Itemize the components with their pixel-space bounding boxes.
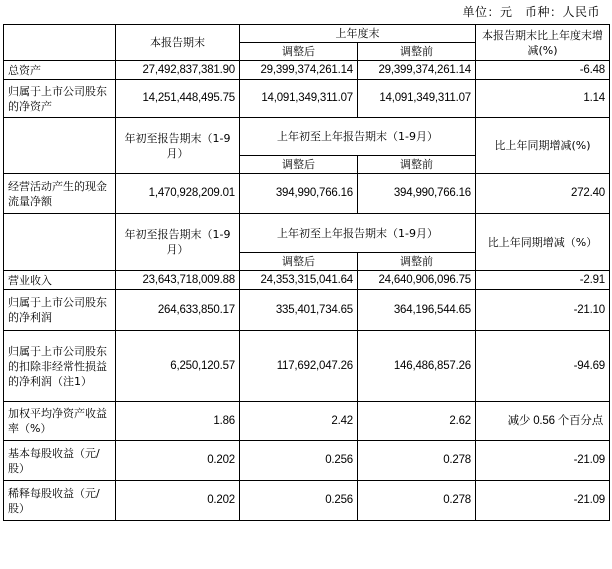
cell-change: -21.10 [476, 290, 610, 331]
header-label-cell [4, 118, 116, 174]
table-row [4, 271, 610, 290]
row-label: 加权平均净资产收益率（%） [4, 402, 116, 441]
table-row [4, 441, 610, 481]
table-header-row [4, 214, 610, 253]
cell-adjusted-before: 24,640,906,096.75 [358, 271, 476, 290]
cell-adjusted-after: 335,401,734.65 [240, 290, 358, 331]
cell-change: -6.48 [476, 61, 610, 80]
table-row [4, 402, 610, 441]
cell-change: 272.40 [476, 174, 610, 214]
cell-current: 264,633,850.17 [116, 290, 240, 331]
cell-adjusted-after: 29,399,374,261.14 [240, 61, 358, 80]
cell-adjusted-after: 0.256 [240, 481, 358, 521]
table-header-row [4, 25, 610, 43]
header-adjusted-after: 调整后 [240, 156, 358, 174]
cell-change: -21.09 [476, 481, 610, 521]
cell-adjusted-before: 2.62 [358, 402, 476, 441]
row-label: 归属于上市公司股东的扣除非经常性损益的净利润（注1） [4, 331, 116, 402]
table-row [4, 174, 610, 214]
cell-change: -2.91 [476, 271, 610, 290]
cell-adjusted-after: 14,091,349,311.07 [240, 80, 358, 118]
cell-change: -21.09 [476, 441, 610, 481]
cell-current: 1.86 [116, 402, 240, 441]
header-ytd: 年初至报告期末（1-9月） [116, 214, 240, 271]
table-header-row [4, 118, 610, 156]
cell-adjusted-before: 29,399,374,261.14 [358, 61, 476, 80]
header-adjusted-before: 调整前 [358, 43, 476, 61]
row-label: 稀释每股收益（元/股） [4, 481, 116, 521]
header-adjusted-after: 调整后 [240, 253, 358, 271]
row-label: 总资产 [4, 61, 116, 80]
row-label: 归属于上市公司股东的净资产 [4, 80, 116, 118]
header-current-period-end: 本报告期末 [116, 25, 240, 61]
cell-adjusted-after: 394,990,766.16 [240, 174, 358, 214]
cell-adjusted-before: 364,196,544.65 [358, 290, 476, 331]
header-adjusted-before: 调整前 [358, 253, 476, 271]
table-row [4, 80, 610, 118]
header-label-cell [4, 25, 116, 61]
cell-current: 14,251,448,495.75 [116, 80, 240, 118]
row-label: 基本每股收益（元/股） [4, 441, 116, 481]
financial-data-table [3, 24, 610, 521]
row-label: 营业收入 [4, 271, 116, 290]
cell-adjusted-before: 0.278 [358, 441, 476, 481]
cell-adjusted-before: 14,091,349,311.07 [358, 80, 476, 118]
table-row [4, 481, 610, 521]
cell-adjusted-after: 2.42 [240, 402, 358, 441]
cell-current: 23,643,718,009.88 [116, 271, 240, 290]
cell-current: 0.202 [116, 481, 240, 521]
cell-change: 减少 0.56 个百分点 [476, 402, 610, 441]
cell-current: 27,492,837,381.90 [116, 61, 240, 80]
header-adjusted-before: 调整前 [358, 156, 476, 174]
header-last-ytd: 上年初至上年报告期末（1-9月） [240, 214, 476, 253]
header-change: 比上年同期增减(%) [476, 118, 610, 174]
cell-current: 1,470,928,209.01 [116, 174, 240, 214]
table-row [4, 290, 610, 331]
table-row [4, 331, 610, 402]
cell-adjusted-after: 117,692,047.26 [240, 331, 358, 402]
header-label-cell [4, 214, 116, 271]
row-label: 归属于上市公司股东的净利润 [4, 290, 116, 331]
cell-adjusted-before: 394,990,766.16 [358, 174, 476, 214]
table-row [4, 61, 610, 80]
cell-adjusted-after: 24,353,315,041.64 [240, 271, 358, 290]
cell-adjusted-before: 146,486,857.26 [358, 331, 476, 402]
header-last-year-end: 上年度末 [240, 25, 476, 43]
header-adjusted-after: 调整后 [240, 43, 358, 61]
header-change-vs-last-year-end: 本报告期末比上年度末增减(%) [476, 25, 610, 61]
cell-current: 0.202 [116, 441, 240, 481]
cell-adjusted-before: 0.278 [358, 481, 476, 521]
header-ytd: 年初至报告期末（1-9月） [116, 118, 240, 174]
cell-change: 1.14 [476, 80, 610, 118]
header-change: 比上年同期增减（%） [476, 214, 610, 271]
unit-currency-line: 单位：元 币种：人民币 [462, 5, 600, 19]
cell-change: -94.69 [476, 331, 610, 402]
cell-current: 6,250,120.57 [116, 331, 240, 402]
row-label: 经营活动产生的现金流量净额 [4, 174, 116, 214]
header-last-ytd: 上年初至上年报告期末（1-9月） [240, 118, 476, 156]
cell-adjusted-after: 0.256 [240, 441, 358, 481]
